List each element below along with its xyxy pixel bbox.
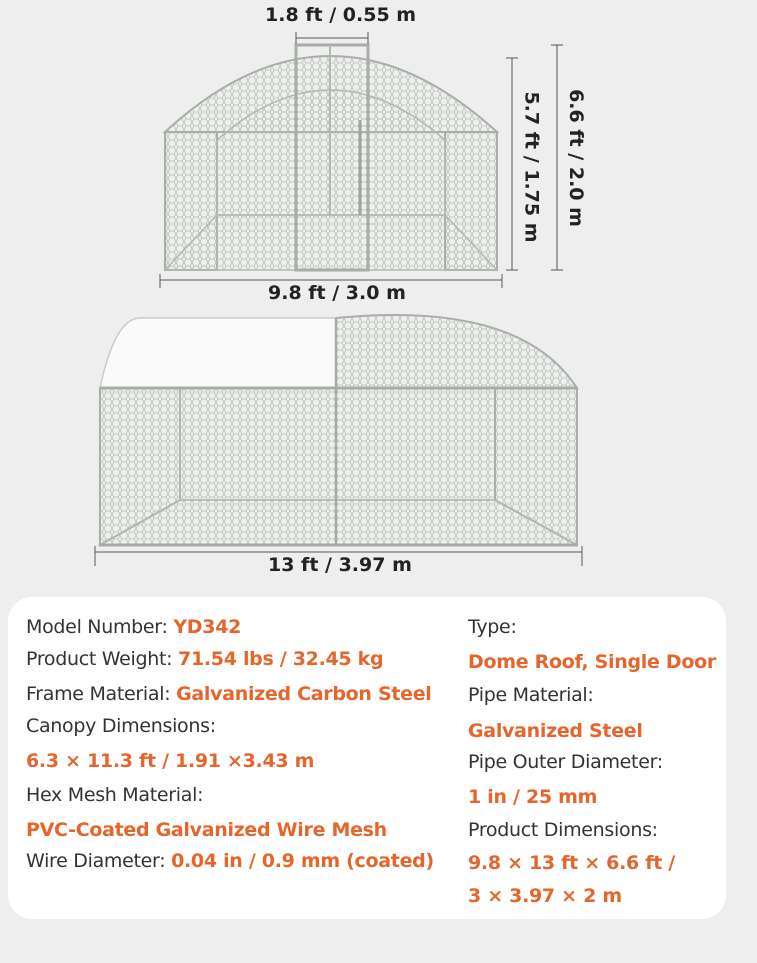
spec-model — [26, 616, 241, 638]
total-height-label: 6.6 ft / 2.0 m — [564, 89, 587, 227]
spec-weight-label: Product Weight: — [26, 648, 173, 670]
spec-canopy-label: Canopy Dimensions: — [26, 715, 216, 737]
spec-mesh-label: Hex Mesh Material: — [26, 784, 204, 806]
spec-product-dim-label: Product Dimensions: — [468, 819, 658, 841]
spec-canopy-value: 6.3 × 11.3 ft / 1.91 ×3.43 m — [26, 750, 315, 772]
spec-wire-value: 0.04 in / 0.9 mm (coated) — [171, 850, 434, 872]
spec-type-value: Dome Roof, Single Door — [468, 651, 716, 673]
spec-weight-value: 71.54 lbs / 32.45 kg — [178, 648, 384, 670]
spec-wire-label: Wire Diameter: — [26, 850, 166, 872]
front-view — [165, 45, 497, 270]
inner-height-label: 5.7 ft / 1.75 m — [520, 91, 543, 243]
spec-frame — [26, 683, 432, 705]
spec-model-value: YD342 — [173, 616, 242, 638]
length-label: 13 ft / 3.97 m — [268, 554, 412, 576]
spec-pipe-diam-label: Pipe Outer Diameter: — [468, 751, 663, 773]
perspective-view — [100, 315, 577, 545]
spec-pipe-diam-value: 1 in / 25 mm — [468, 786, 598, 808]
width-label: 9.8 ft / 3.0 m — [268, 282, 406, 304]
door-width-label: 1.8 ft / 0.55 m — [265, 4, 417, 26]
spec-type-label: Type: — [468, 616, 517, 638]
spec-frame-label: Frame Material: — [26, 683, 171, 705]
spec-product-dim-value-1: 9.8 × 13 ft × 6.6 ft / — [468, 852, 675, 874]
spec-weight — [26, 648, 383, 670]
spec-model-label: Model Number: — [26, 616, 168, 638]
spec-wire — [26, 850, 434, 872]
spec-product-dim-value-2: 3 × 3.97 × 2 m — [468, 885, 622, 907]
spec-pipe-value: Galvanized Steel — [468, 720, 643, 742]
spec-frame-value: Galvanized Carbon Steel — [176, 683, 432, 705]
spec-pipe-label: Pipe Material: — [468, 684, 594, 706]
spec-mesh-value: PVC-Coated Galvanized Wire Mesh — [26, 819, 387, 841]
